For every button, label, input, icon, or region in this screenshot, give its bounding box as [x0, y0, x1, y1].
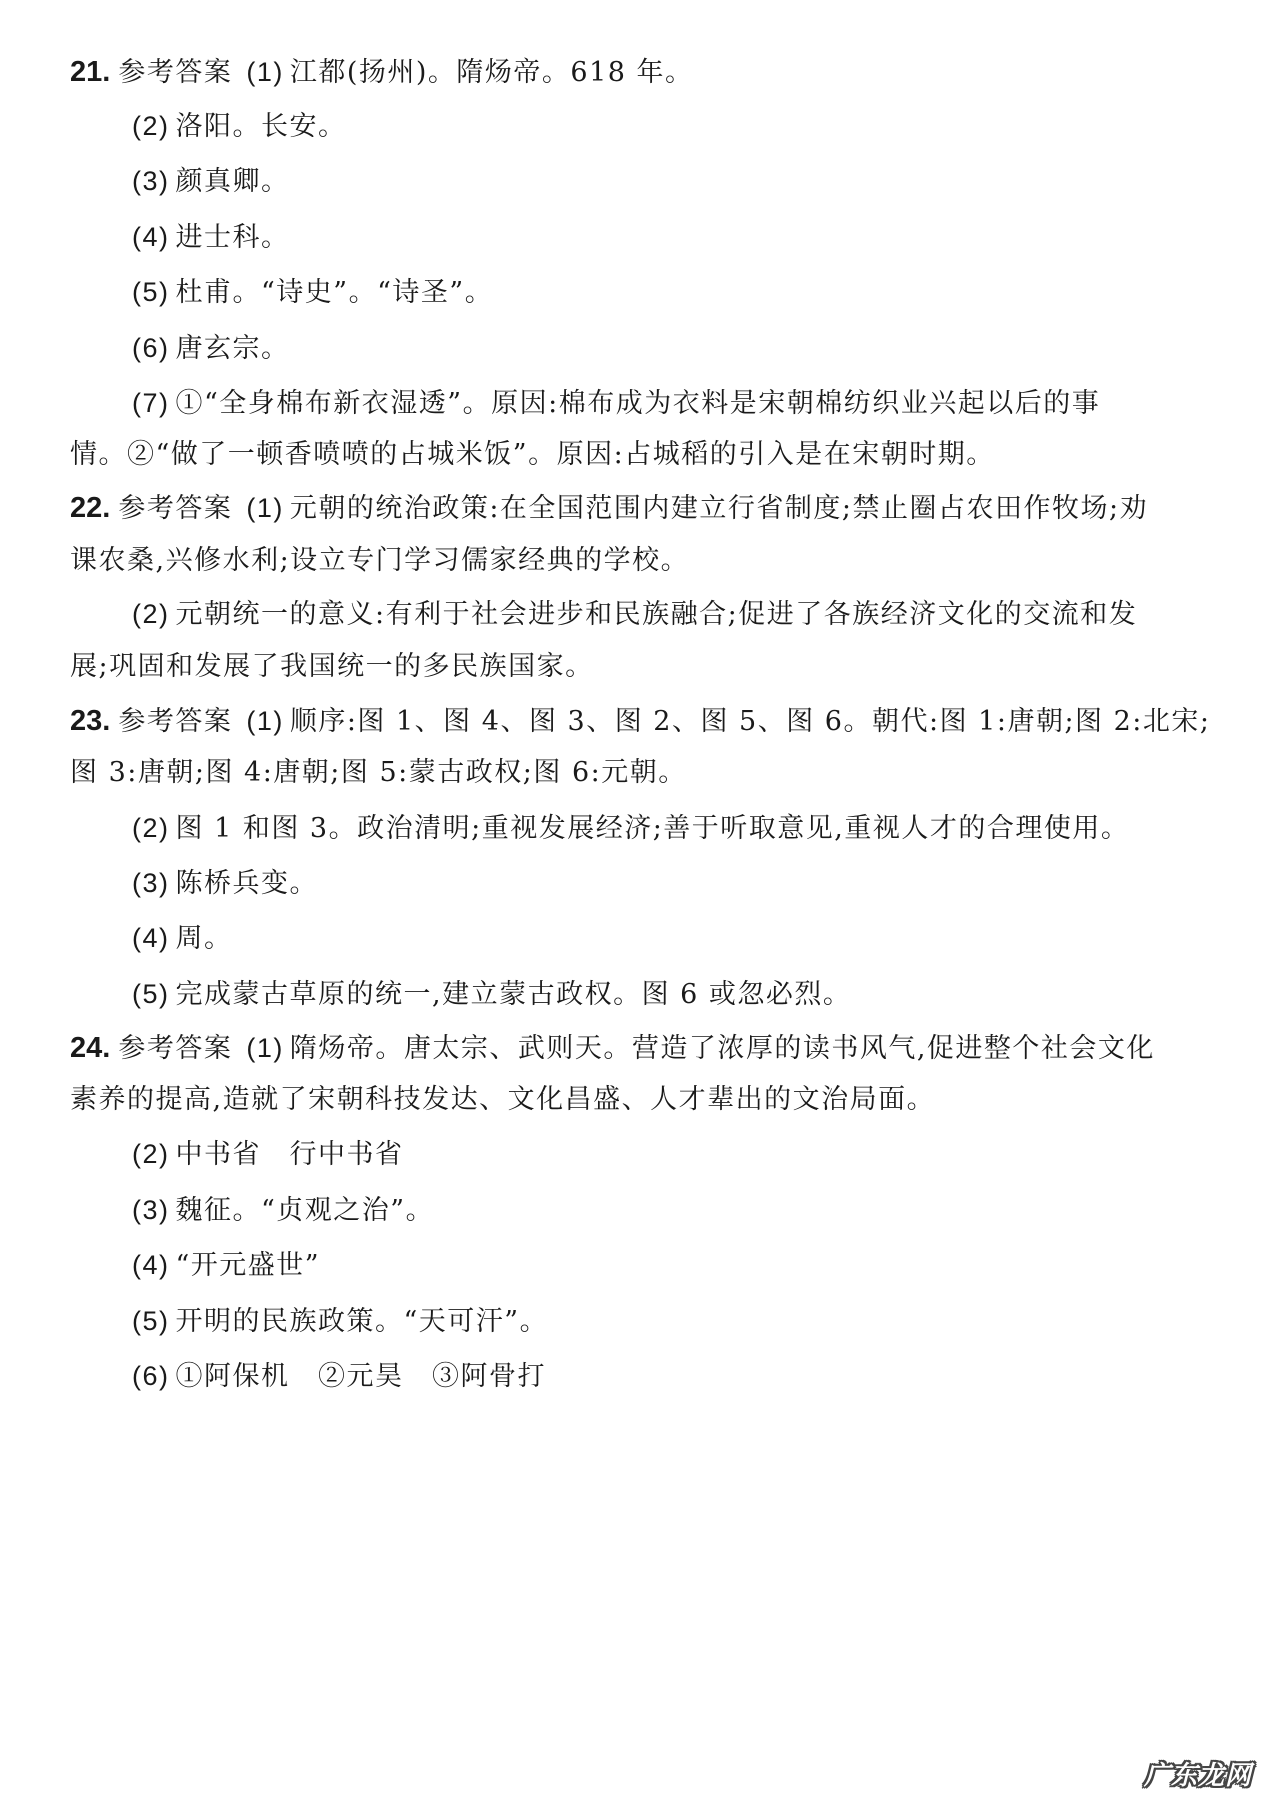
- sub-number: (4): [132, 222, 170, 252]
- answer-label: 参考答案: [118, 1033, 233, 1064]
- q21-item-7-cont: [70, 437, 995, 473]
- q24-item-1-cont: [70, 1082, 935, 1118]
- answer-text: 杜甫。“诗史”。“诗圣”。: [175, 277, 494, 308]
- q21-item-6: [132, 330, 290, 367]
- q22-item-2: [132, 596, 1137, 633]
- question-number: 23: [70, 705, 103, 737]
- answer-text: 唐玄宗。: [175, 333, 290, 364]
- question-number: 22: [70, 492, 103, 524]
- sub-number: (4): [132, 1250, 170, 1280]
- answer-text: 开明的民族政策。“天可汗”。: [175, 1306, 549, 1337]
- q23-item-1-cont: [70, 755, 687, 791]
- q24-item-6: [132, 1358, 546, 1395]
- q22-line-1: [70, 490, 1148, 527]
- sub-number: (7): [132, 388, 170, 418]
- question-number: 24: [70, 1032, 103, 1064]
- answer-text: 魏征。“贞观之治”。: [175, 1195, 435, 1226]
- q21-item-4: [132, 219, 290, 256]
- answer-text: 课农桑,兴修水利;设立专门学习儒家经典的学校。: [70, 545, 690, 576]
- answer-text: 情。②“做了一顿香喷喷的占城米饭”。原因:占城稻的引入是在宋朝时期。: [70, 439, 995, 470]
- sub-number: (6): [132, 333, 170, 363]
- sub-number: (6): [132, 1361, 170, 1391]
- sub-number: (2): [132, 599, 170, 629]
- q21-item-7: [132, 385, 1100, 422]
- sub-number: (1): [246, 493, 284, 523]
- sub-number: (3): [132, 166, 170, 196]
- sub-number: (3): [132, 1195, 170, 1225]
- q24-item-3: [132, 1192, 434, 1229]
- sub-number: (3): [132, 868, 170, 898]
- q21-item-2: [132, 108, 347, 145]
- sub-number: (5): [132, 277, 170, 307]
- answer-text: 展;巩固和发展了我国统一的多民族国家。: [70, 651, 594, 682]
- answer-text: 完成蒙古草原的统一,建立蒙古政权。图 6 或忽必烈。: [175, 979, 852, 1010]
- sub-number: (5): [132, 1306, 170, 1336]
- q23-item-2: [132, 810, 1129, 847]
- sub-number: (1): [246, 706, 284, 736]
- answer-label: 参考答案: [118, 706, 233, 737]
- question-dot: .: [102, 705, 111, 737]
- q22-item-2-cont: [70, 649, 594, 685]
- question-number: 21: [70, 56, 103, 88]
- q21-item-5: [132, 274, 493, 311]
- answer-text: ①“全身棉布新衣湿透”。原因:棉布成为衣料是宋朝棉纺织业兴起以后的事: [175, 388, 1101, 419]
- q23-line-1: [70, 703, 1211, 740]
- q24-item-4: [132, 1247, 320, 1284]
- question-dot: .: [102, 492, 111, 524]
- q21-item-3: [132, 163, 290, 200]
- q23-item-3: [132, 865, 318, 902]
- q22-item-1-cont: [70, 543, 689, 579]
- q24-item-2: [132, 1136, 404, 1173]
- question-dot: .: [102, 56, 111, 88]
- sub-number: (1): [246, 1033, 284, 1063]
- answer-text: “开元盛世”: [175, 1250, 321, 1281]
- answer-text: 周。: [175, 923, 233, 954]
- answer-text: ①阿保机 ②元昊 ③阿骨打: [175, 1361, 546, 1392]
- sub-number: (2): [132, 813, 170, 843]
- answer-text: 素养的提高,造就了宋朝科技发达、文化昌盛、人才辈出的文治局面。: [70, 1084, 936, 1115]
- answer-text: 隋炀帝。唐太宗、武则天。营造了浓厚的读书风气,促进整个社会文化: [289, 1033, 1155, 1064]
- answer-text: 中书省 行中书省: [175, 1139, 404, 1170]
- answer-text: 图 3:唐朝;图 4:唐朝;图 5:蒙古政权;图 6:元朝。: [70, 757, 687, 788]
- answer-text: 洛阳。长安。: [175, 111, 347, 142]
- sub-number: (1): [246, 57, 284, 87]
- q21-line-1: [70, 54, 694, 91]
- answer-text: 顺序:图 1、图 4、图 3、图 2、图 5、图 6。朝代:图 1:唐朝;图 2:北宋;: [289, 706, 1211, 737]
- sub-number: (2): [132, 111, 170, 141]
- q23-item-4: [132, 920, 233, 957]
- answer-text: 元朝统一的意义:有利于社会进步和民族融合;促进了各族经济文化的交流和发: [175, 599, 1138, 630]
- answer-label: 参考答案: [118, 493, 233, 524]
- site-watermark: 广东龙网: [1143, 1761, 1252, 1791]
- answer-text: 元朝的统治政策:在全国范围内建立行省制度;禁止圈占农田作牧场;劝: [289, 493, 1149, 524]
- answer-text: 图 1 和图 3。政治清明;重视发展经济;善于听取意见,重视人才的合理使用。: [175, 813, 1130, 844]
- sub-number: (2): [132, 1139, 170, 1169]
- sub-number: (5): [132, 979, 170, 1009]
- question-dot: .: [102, 1032, 111, 1064]
- q23-item-5: [132, 976, 851, 1013]
- answer-text: 陈桥兵变。: [175, 868, 318, 899]
- answer-text: 江都(扬州)。隋炀帝。618 年。: [289, 57, 694, 88]
- answer-text: 进士科。: [175, 222, 290, 253]
- q24-line-1: [70, 1030, 1155, 1067]
- q24-item-5: [132, 1303, 548, 1340]
- answer-label: 参考答案: [118, 57, 233, 88]
- sub-number: (4): [132, 923, 170, 953]
- answer-text: 颜真卿。: [175, 166, 290, 197]
